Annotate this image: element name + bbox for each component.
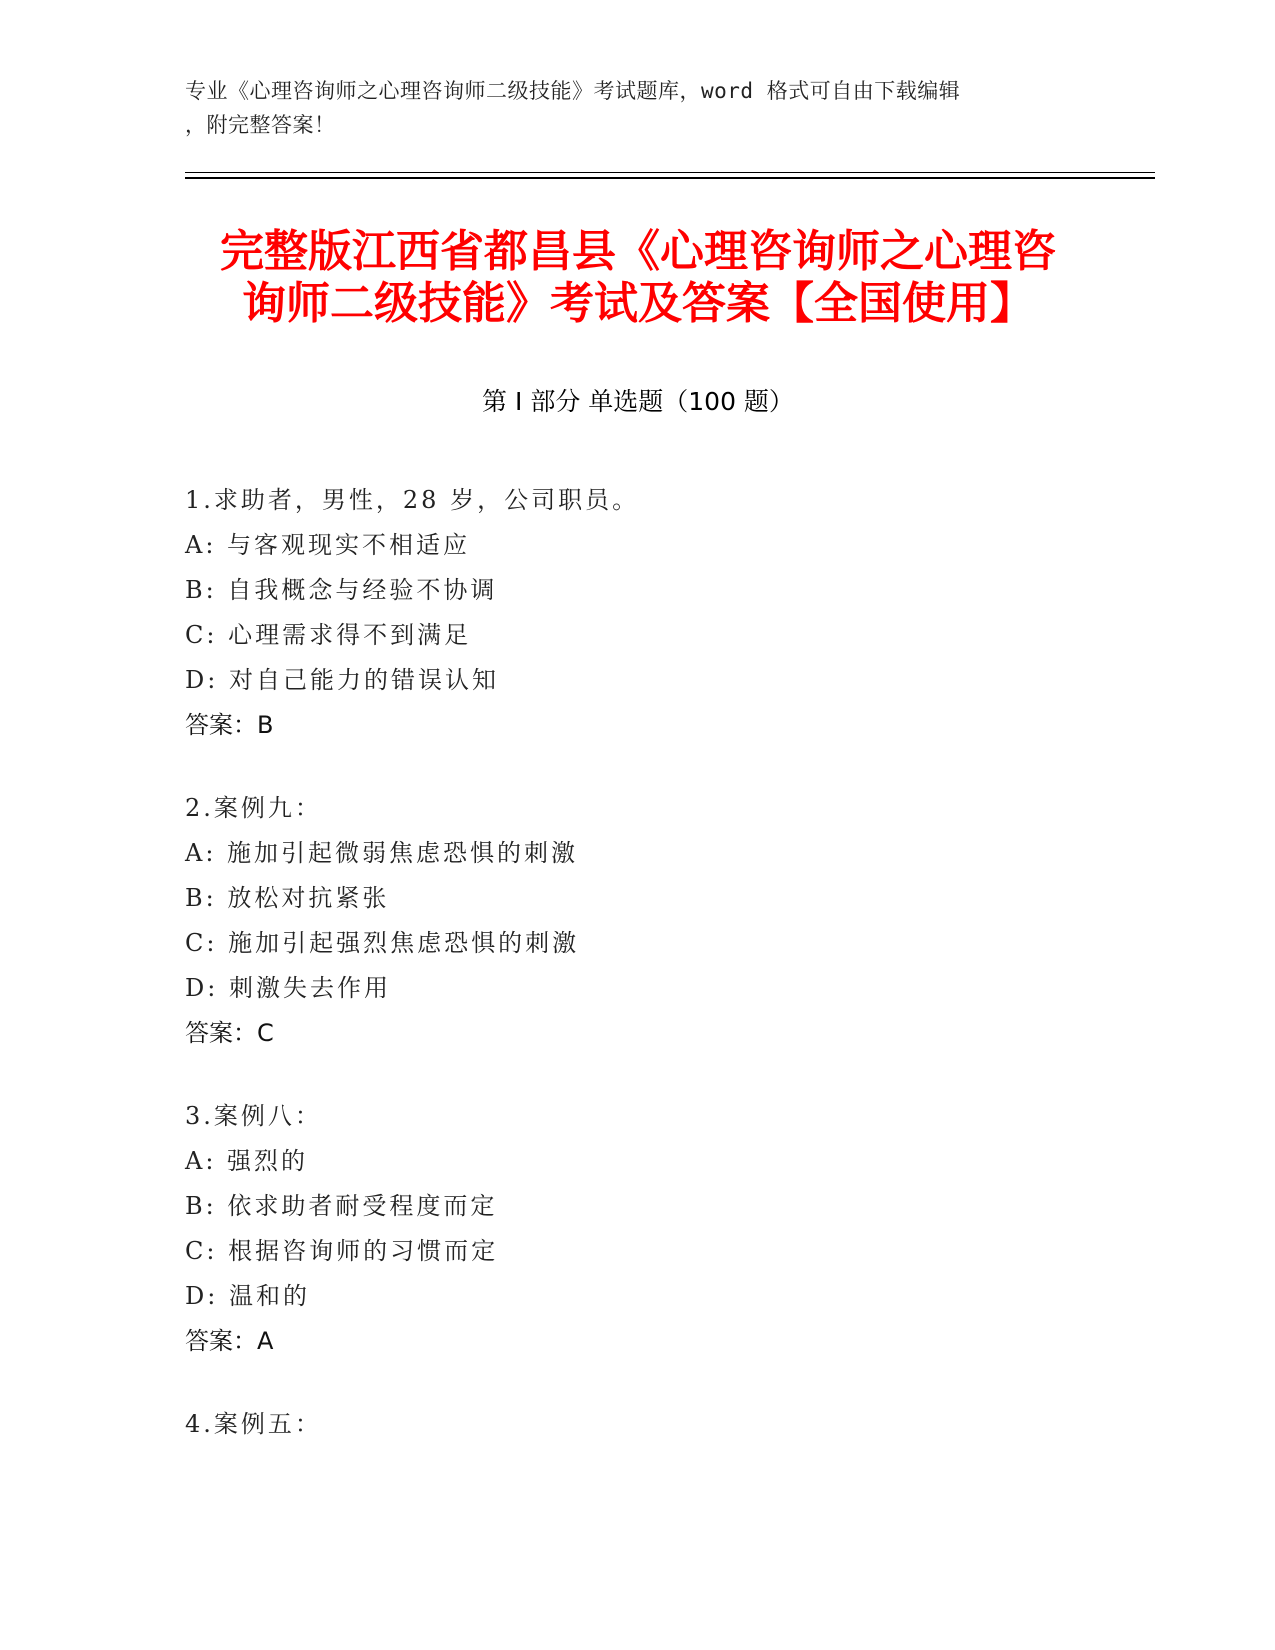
question-stem: 4.案例五： xyxy=(185,1410,322,1438)
question-stem: 3.案例八： xyxy=(185,1102,322,1130)
document-title xyxy=(185,226,1091,330)
question-list xyxy=(185,478,1085,1485)
option-c: C: 心理需求得不到满足 xyxy=(185,621,472,649)
option-a: A: 施加引起微弱焦虑恐惧的刺激 xyxy=(185,839,579,867)
question-2 xyxy=(185,786,1085,1056)
option-d: D: 刺激失去作用 xyxy=(185,974,391,1002)
answer: 答案：A xyxy=(185,1327,274,1355)
header-note-line-1: 专业《心理咨询师之心理咨询师二级技能》考试题库，word 格式可自由下载编辑 xyxy=(185,79,961,103)
document-title-line-2: 询师二级技能》考试及答案【全国使用】 xyxy=(242,278,1034,329)
header-note xyxy=(185,74,1065,142)
option-a: A: 与客观现实不相适应 xyxy=(185,531,471,559)
answer: 答案：C xyxy=(185,1019,274,1047)
question-stem: 1.求助者，男性，28 岁，公司职员。 xyxy=(185,486,640,514)
option-b: B: 放松对抗紧张 xyxy=(185,884,390,912)
question-stem: 2.案例九： xyxy=(185,794,322,822)
header-note-line-2: ，附完整答案！ xyxy=(185,113,336,137)
option-a: A: 强烈的 xyxy=(185,1147,309,1175)
document-title-line-1: 完整版江西省都昌县《心理咨询师之心理咨 xyxy=(220,226,1056,277)
header-divider-bottom xyxy=(185,177,1155,179)
option-d: D: 对自己能力的错误认知 xyxy=(185,666,499,694)
question-4 xyxy=(185,1402,1085,1447)
option-d: D: 温和的 xyxy=(185,1282,310,1310)
answer: 答案：B xyxy=(185,711,274,739)
question-1 xyxy=(185,478,1085,748)
option-b: B: 自我概念与经验不协调 xyxy=(185,576,498,604)
option-c: C: 施加引起强烈焦虑恐惧的刺激 xyxy=(185,929,580,957)
question-3 xyxy=(185,1094,1085,1364)
option-c: C: 根据咨询师的习惯而定 xyxy=(185,1237,499,1265)
option-b: B: 依求助者耐受程度而定 xyxy=(185,1192,498,1220)
header-divider-top xyxy=(185,172,1155,173)
section-title: 第 I 部分 单选题（100 题） xyxy=(482,387,794,416)
